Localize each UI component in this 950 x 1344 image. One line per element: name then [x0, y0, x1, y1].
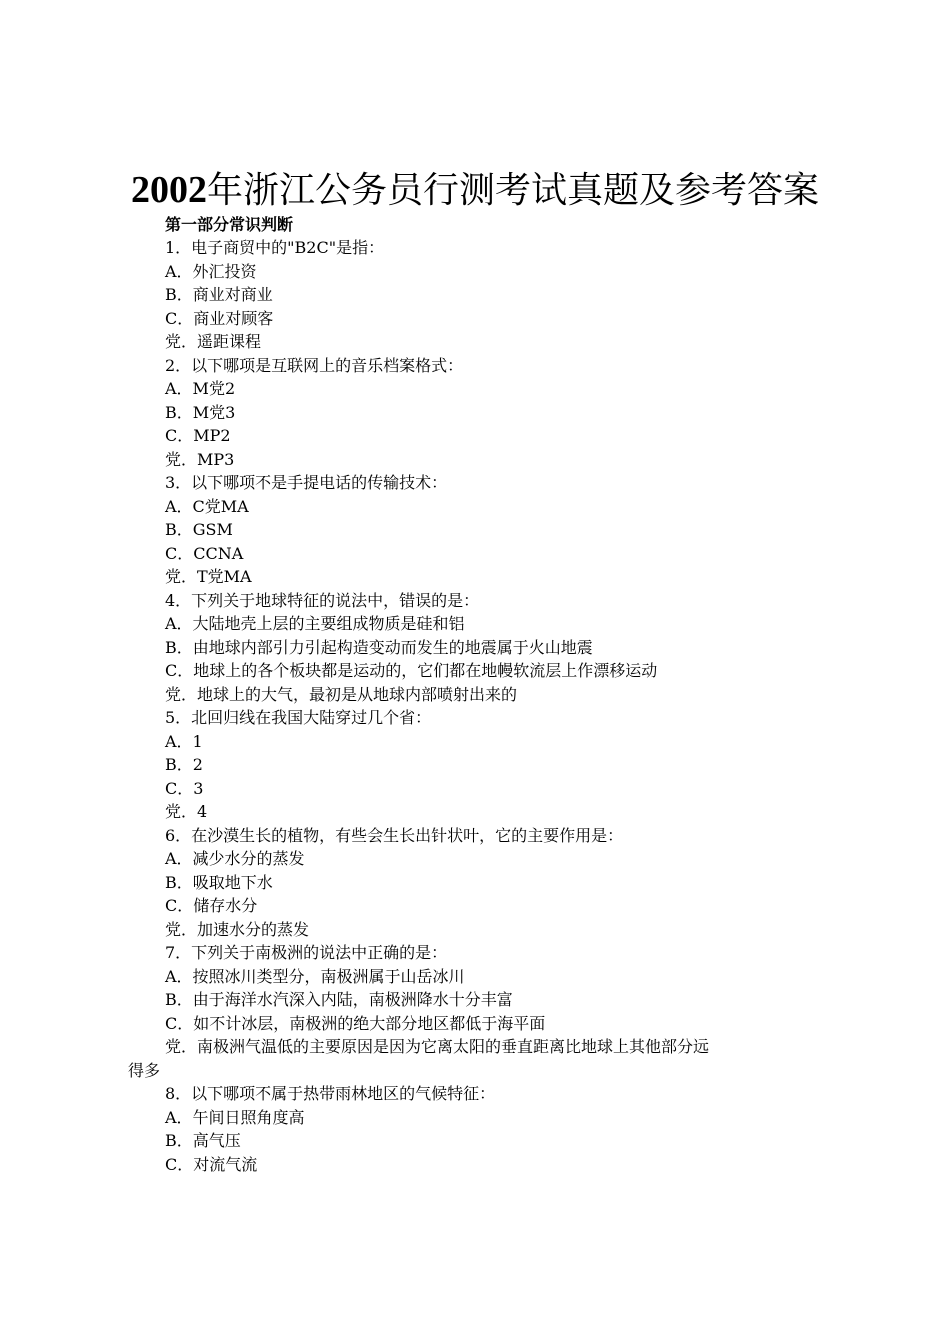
option-line: A．M党2 [165, 379, 236, 398]
question-4-stem: 4．下列关于地球特征的说法中，错误的是： [165, 590, 480, 610]
question-3-stem: 3．以下哪项不是手提电话的传输技术： [165, 473, 448, 492]
option-line: C．商业对顾客 [165, 308, 274, 328]
option-line: C．CCNA [165, 543, 244, 563]
option-line: C．储存水分 [165, 896, 258, 915]
section-heading: 第一部分常识判断 [165, 215, 294, 234]
option-line: B．吸取地下水 [165, 872, 273, 892]
option-line: 党．MP3 [165, 449, 235, 469]
option-line: B．由于海洋水汽深入内陆，南极洲降水十分丰富 [165, 990, 513, 1009]
option-line: C．如不计冰层，南极洲的绝大部分地区都低于海平面 [165, 1013, 546, 1033]
option-line: B．高气压 [165, 1131, 241, 1150]
question-2-stem: 2．以下哪项是互联网上的音乐档案格式： [165, 355, 464, 375]
option-line: 党．T党MA [165, 567, 252, 586]
option-line: B．商业对商业 [165, 285, 273, 304]
option-line: B．由地球内部引力引起构造变动而发生的地震属于火山地震 [165, 637, 593, 657]
option-line-continuation: 得多 [128, 1060, 161, 1080]
option-line: C．对流气流 [165, 1154, 258, 1174]
option-line: 党．加速水分的蒸发 [165, 919, 310, 939]
option-line: 党．南极洲气温低的主要原因是因为它离太阳的垂直距离比地球上其他部分远 [165, 1037, 710, 1056]
option-line: A．按照冰川类型分，南极洲属于山岳冰川 [165, 966, 465, 986]
option-line: 党．4 [165, 802, 208, 821]
option-line: C．3 [165, 778, 204, 798]
question-8-stem: 8．以下哪项不属于热带雨林地区的气候特征： [165, 1084, 496, 1103]
document-title [0, 168, 950, 213]
option-line: C．MP2 [165, 426, 231, 445]
question-5-stem: 5．北回归线在我国大陆穿过几个省： [165, 708, 432, 727]
option-line: A．1 [165, 731, 203, 751]
question-1-stem: 1．电子商贸中的"B2C"是指： [165, 238, 385, 257]
title-text: 年浙江公务员行测考试真题及参考答案 [206, 170, 819, 211]
option-line: B．GSM [165, 520, 233, 539]
option-line: A．午间日照角度高 [165, 1107, 305, 1127]
option-line: A．减少水分的蒸发 [165, 849, 305, 868]
option-line: B．M党3 [165, 402, 236, 422]
option-line: A．大陆地壳上层的主要组成物质是硅和铝 [165, 614, 465, 633]
question-6-stem: 6．在沙漠生长的植物，有些会生长出针状叶，它的主要作用是： [165, 825, 624, 845]
option-line: 党．地球上的大气，最初是从地球内部喷射出来的 [165, 684, 518, 704]
option-line: 党．遥距课程 [165, 332, 262, 351]
option-line: A．C党MA [165, 496, 249, 516]
option-line: C．地球上的各个板块都是运动的，它们都在地幔软流层上作漂移运动 [165, 661, 658, 680]
question-7-stem: 7．下列关于南极洲的说法中正确的是： [165, 943, 448, 962]
option-line: B．2 [165, 755, 203, 774]
title-year: 2002 [130, 169, 207, 211]
option-line: A．外汇投资 [165, 261, 257, 281]
